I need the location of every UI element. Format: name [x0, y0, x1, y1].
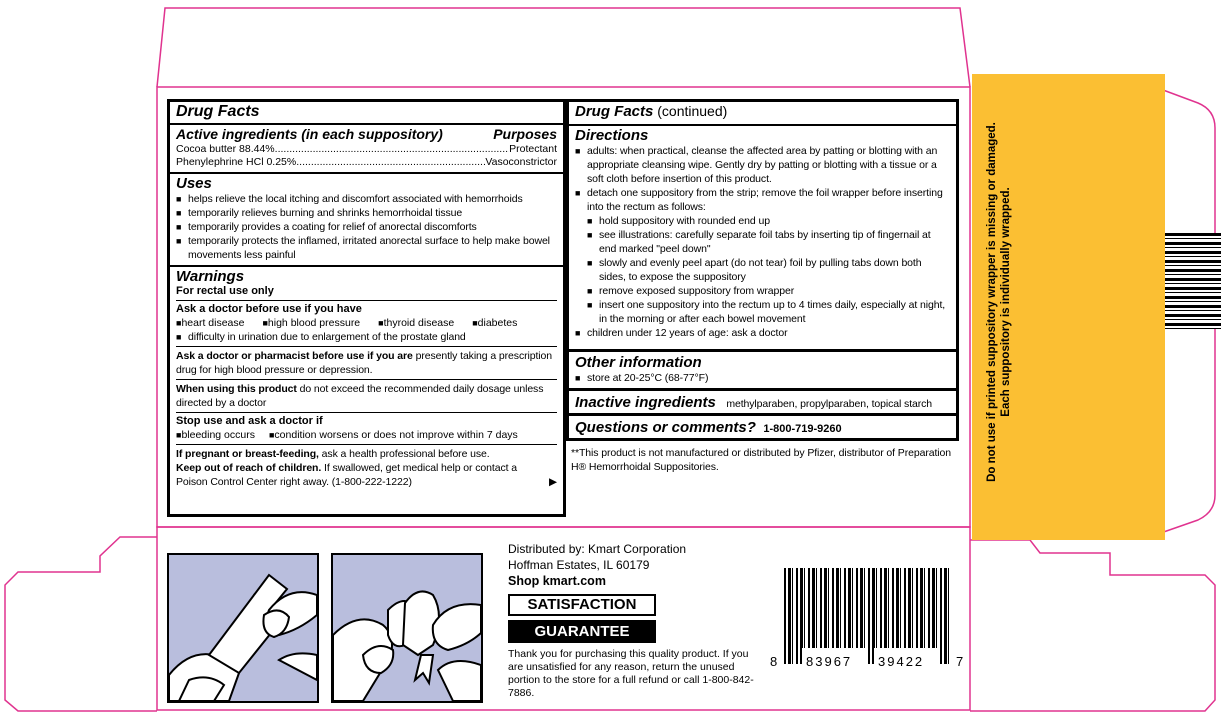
barcode-digit: 8	[770, 654, 778, 669]
questions-box	[566, 413, 959, 441]
ingredient-purpose: Vasoconstrictor	[485, 156, 557, 168]
condition-item: ■ thyroid disease	[378, 316, 454, 330]
side-barcode	[1165, 233, 1221, 329]
inactive-ingredients-heading: Inactive ingredients	[575, 394, 716, 411]
warnings-heading: Warnings	[176, 268, 245, 285]
shop-link: Shop kmart.com	[508, 574, 606, 588]
drug-facts-box	[167, 99, 566, 517]
ingredient-name: Cocoa butter 88.44%	[176, 143, 275, 155]
uses-item: ■ temporarily relieves burning and shrinks hemorrhoidal tissue	[176, 206, 557, 220]
inactive-ingredients-text: methylparaben, propylparaben, topical starch	[726, 398, 933, 410]
guarantee-text: Thank you for purchasing this quality product. If you are unsatisfied for any reason, return the unused portion to the store for a full refund or call 1-800-842-7886.	[508, 648, 754, 699]
other-information-box	[566, 349, 959, 391]
condition-item: ■ high blood pressure	[262, 316, 360, 330]
side-flap-warning	[985, 122, 1013, 482]
ingredient-purpose: Protectant	[509, 143, 557, 155]
guarantee-top: SATISFACTION	[508, 594, 656, 616]
sub-direction-item: ■ insert one suppository into the rectum up to 4 times daily, especially at night, in the morning or after each bowel movement	[587, 298, 950, 326]
drug-facts-continued-box	[566, 99, 959, 352]
sub-direction-item: ■ remove exposed suppository from wrapper	[587, 284, 950, 298]
purposes-heading: Purposes	[493, 126, 557, 142]
uses-heading: Uses	[176, 175, 212, 192]
questions-heading: Questions or comments?	[575, 419, 756, 436]
drug-facts-continued-title: Drug Facts	[575, 103, 654, 120]
distributor-line: Distributed by: Kmart Corporation	[508, 542, 687, 556]
ask-doctor-conditions	[176, 316, 557, 330]
distributor-info	[508, 541, 686, 589]
guarantee-bottom: GUARANTEE	[508, 620, 656, 643]
direction-item: ■ detach one suppository from the strip; remove the foil wrapper before inserting into the rectum as follows:	[575, 186, 950, 214]
stop-use-heading: Stop use and ask a doctor if	[176, 415, 323, 427]
ingredient-row	[176, 143, 557, 156]
keep-out-warning: Keep out of reach of children. If swallowed, get medical help or contact a Poison Control Center right away. (1-800-222-1222) ▶	[176, 462, 557, 488]
directions-heading: Directions	[575, 127, 649, 144]
pregnant-warning: If pregnant or breast-feeding, ask a health professional before use.	[176, 448, 490, 460]
direction-item: ■ children under 12 years of age: ask a doctor	[575, 326, 950, 340]
hands-holding-suppository-icon	[169, 555, 317, 701]
barcode-digits: 39422	[878, 654, 925, 669]
inactive-ingredients-box	[566, 388, 959, 416]
rectal-use: For rectal use only	[176, 285, 274, 297]
distributor-line: Hoffman Estates, IL 60179	[508, 558, 650, 572]
continue-arrow-icon: ▶	[549, 476, 557, 488]
uses-item: ■ temporarily protects the inflamed, irritated anorectal surface to help make bowel movements less painful	[176, 234, 557, 262]
questions-phone: 1-800-719-9260	[763, 423, 842, 435]
when-using: When using this product do not exceed the recommended daily dosage unless directed by a doctor	[176, 383, 544, 409]
active-ingredients-heading: Active ingredients (in each suppository)	[176, 126, 443, 142]
barcode-digits: 83967	[806, 654, 853, 669]
ask-doctor-heading: Ask a doctor before use if you have	[176, 303, 362, 315]
drug-facts-title: Drug Facts	[176, 103, 260, 120]
upc-barcode	[770, 568, 965, 674]
stop-use-item: ■ condition worsens or does not improve within 7 days	[269, 428, 518, 442]
hands-peeling-foil-icon	[333, 555, 481, 701]
stop-use-item: ■ bleeding occurs	[176, 428, 255, 442]
other-information-item: ■ store at 20-25°C (68-77°F)	[575, 371, 950, 385]
ingredient-name: Phenylephrine HCl 0.25%	[176, 156, 297, 168]
stop-use-items	[176, 428, 557, 442]
condition-item: ■ difficulty in urination due to enlargement of the prostate gland	[176, 330, 557, 344]
other-information-heading: Other information	[575, 354, 702, 371]
direction-item: ■ adults: when practical, cleanse the affected area by patting or blotting with an appropriate cleansing wipe. Gently dry by patting or blotting with a tissue or a soft cloth before insertion of this product.	[575, 144, 950, 186]
illustration-peel-foil	[167, 553, 319, 703]
continued-label: (continued)	[653, 103, 728, 119]
disclaimer: **This product is not manufactured or distributed by Pfizer, distributor of Preparation H® Hemorrhoidal Suppositories.	[571, 447, 951, 473]
condition-item: ■ diabetes	[472, 316, 517, 330]
sub-direction-item: ■ hold suppository with rounded end up	[587, 214, 950, 228]
sub-direction-item: ■ slowly and evenly peel apart (do not tear) foil by pulling tabs down both sides, to expose the suppository	[587, 256, 950, 284]
side-flap-line-1: Do not use if printed suppository wrapper is missing or damaged.	[986, 122, 998, 482]
sub-direction-item: ■ see illustrations: carefully separate foil tabs by inserting tip of fingernail at end marked "peel down"	[587, 228, 950, 256]
uses-item: ■ temporarily provides a coating for relief of anorectal discomforts	[176, 220, 557, 234]
side-flap-line-2: Each suppository is individually wrapped.	[1000, 187, 1012, 417]
ask-pharmacist: Ask a doctor or pharmacist before use if you are presently taking a prescription drug for high blood pressure or depression.	[176, 350, 552, 376]
illustration-expose-suppository	[331, 553, 483, 703]
condition-item: ■ heart disease	[176, 316, 244, 330]
ingredient-row	[176, 156, 557, 169]
barcode-digit: 7	[956, 654, 964, 669]
uses-item: ■ helps relieve the local itching and discomfort associated with hemorrhoids	[176, 192, 557, 206]
